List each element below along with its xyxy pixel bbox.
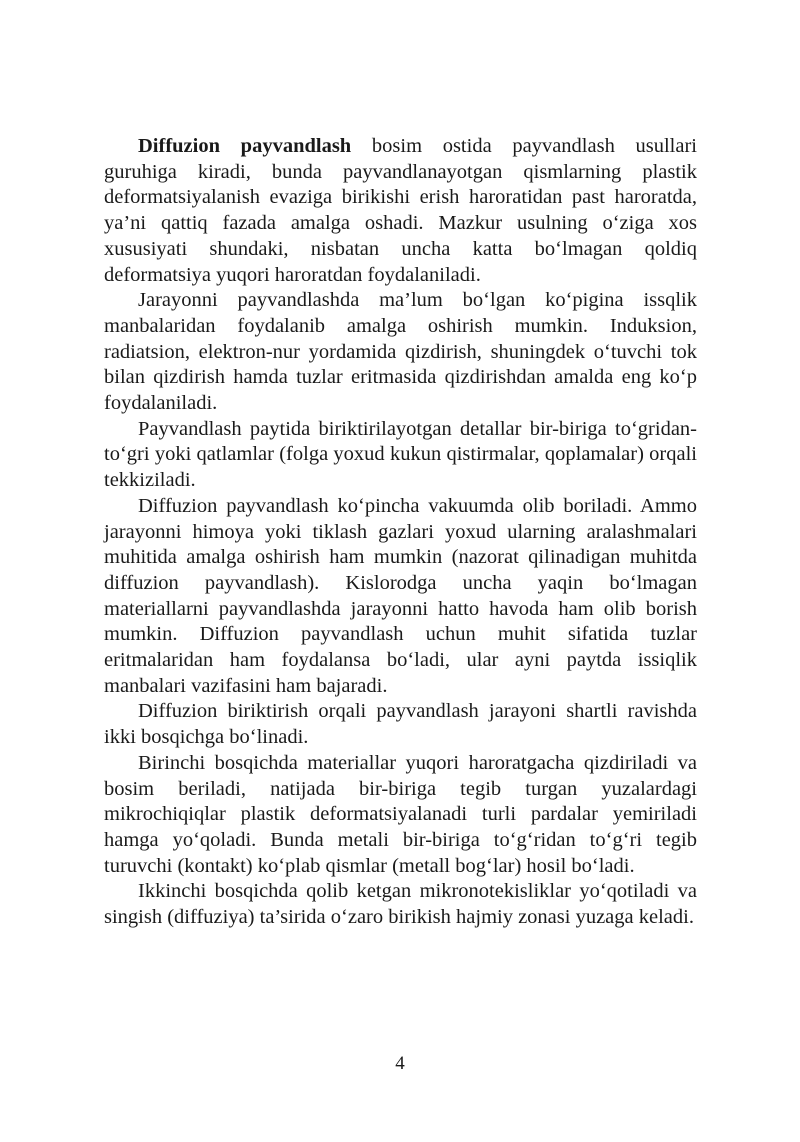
paragraph-1-text: bosim ostida payvandlash usullari guruhiga kiradi, bunda payvandlanayotgan qismlarning plastik deformatsiyalanish evaziga birikishi erish haroratidan past haroratda, ya’ni qattiq fazada amalga oshadi. Mazkur usulning o‘ziga xos xususiyati shundaki, nisbatan uncha katta bo‘lmagan qoldiq deformatsiya yuqori haroratdan foydalaniladi.: [104, 135, 698, 286]
paragraph-7: Ikkinchi bosqichda qolib ketgan mikronotekisliklar yo‘qotiladi va singish (diffuziya) ta’sirida o‘zaro birikish hajmiy zonasi yuzaga keladi.: [104, 880, 697, 929]
paragraph-6: Birinchi bosqichda materiallar yuqori haroratgacha qizdiriladi va bosim beriladi, natijada bir-biriga tegib turgan yuzalardagi mikrochiqiqlar plastik deformatsiyalanadi turli pardalar yemiriladi hamga yo‘qoladi. Bunda metali bir-biriga to‘g‘ridan to‘g‘ri tegib turuvchi (kontakt) ko‘plab qismlar (metall bog‘lar) hosil bo‘ladi.: [104, 751, 697, 877]
page-number: 4: [395, 1053, 405, 1074]
page-body: [104, 134, 697, 931]
paragraph-3: Payvandlash paytida biriktirilayotgan detallar bir-biriga to‘gridan-to‘gri yoki qatlamlar (folga yoxud kukun qistirmalar, qoplamalar) orqali tekkiziladi.: [104, 417, 697, 492]
paragraph-2: Jarayonni payvandlashda ma’lum bo‘lgan ko‘pigina issqlik manbalaridan foydalanib amalga oshirish mumkin. Induksion, radiatsion, elektron-nur yordamida qizdirish, shuningdek o‘tuvchi tok bilan qizdirish hamda tuzlar eritmasida qizdirishdan amalda eng ko‘p foydalaniladi.: [104, 289, 697, 415]
paragraph-1: [104, 134, 697, 288]
paragraph-5: Diffuzion biriktirish orqali payvandlash jarayoni shartli ravishda ikki bosqichga bo‘linadi.: [104, 700, 697, 749]
paragraph-4: Diffuzion payvandlash ko‘pincha vakuumda olib boriladi. Ammo jarayonni himoya yoki tiklash gazlari yoxud ularning aralashmalari muhitida amalga oshirish ham mumkin (nazorat qilinadigan muhitda diffuzion payvandlash). Kislorodga uncha yaqin bo‘lmagan materiallarni payvandlashda jarayonni hatto havoda ham olib borish mumkin. Diffuzion payvandlash uchun muhit sifatida tuzlar eritmalaridan ham foydalansa bo‘ladi, ular ayni paytda issiqlik manbalari vazifasini ham bajaradi.: [104, 494, 697, 697]
lead-term: Diffuzion payvandlash: [138, 135, 352, 157]
